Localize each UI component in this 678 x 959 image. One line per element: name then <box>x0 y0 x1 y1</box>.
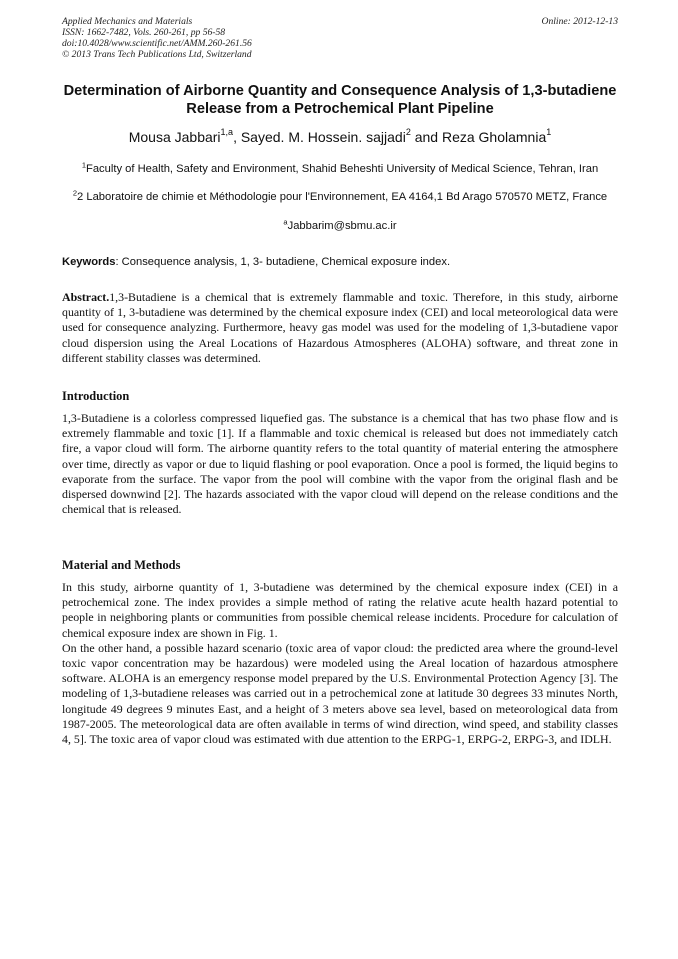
affiliation <box>62 190 618 204</box>
issn-line: ISSN: 1662-7482, Vols. 260-261, pp 56-58 <box>62 27 226 38</box>
keywords-colon: : <box>115 256 119 268</box>
doi-line: doi:10.4028/www.scientific.net/AMM.260-261.56 <box>62 38 252 49</box>
journal-name: Applied Mechanics and Materials <box>62 16 193 27</box>
keywords-label: Keywords <box>62 256 116 268</box>
introduction-section <box>62 411 618 517</box>
affiliation-text: 2 Laboratoire de chimie et Méthodologie pour l'Environnement, EA 4164,1 Bd Arago 570570 METZ, France <box>77 191 608 203</box>
email-mark: a <box>283 217 288 227</box>
author-separator: , <box>233 129 241 145</box>
corresponding-email <box>62 219 618 233</box>
abstract-label: Abstract. <box>62 290 110 304</box>
author-separator: and <box>410 129 442 145</box>
methods-paragraph: On the other hand, a possible hazard scenario (toxic area of vapor cloud: the predicted area where the ground-level toxic vapor concentration may be hazardous) were modeled using the Areal location of hazardous atmosphere software. ALOHA is an emergency response model prepared by the U.S. Environmental Protection Agency [3]. The modeling of 1,3-butadiene releases was carried out in a petrochemical zone at latitude 30 degrees 33 minutes North, longitude 49 degrees 9 minutes East, and a height of 3 meters above sea level, based on meteorological data from 1987-2005. The meteorological data are often available in terms of wind direction, wind speed, and stability classes 4, 5]. The toxic area of vapor cloud was estimated with due attention to the ERPG-1, ERPG-2, ERPG-3, and IDLH. <box>62 640 618 747</box>
keywords-line <box>62 255 618 269</box>
affiliation-text: Faculty of Health, Safety and Environment, Shahid Beheshti University of Medical Science, Tehran, Iran <box>85 163 599 175</box>
email-address[interactable]: Jabbarim@sbmu.ac.ir <box>287 220 397 232</box>
author-name: Mousa Jabbari <box>128 129 221 145</box>
author-affiliation-mark: 2 <box>405 127 411 138</box>
keywords-text: Consequence analysis, 1, 3- butadiene, Chemical exposure index. <box>118 256 451 268</box>
affiliation <box>62 162 618 176</box>
author-name: Sayed. M. Hossein. sajjadi <box>240 129 406 145</box>
author-list <box>62 128 618 146</box>
publication-header <box>62 16 618 60</box>
affiliation-number: 1 <box>81 160 86 170</box>
journal-info <box>62 16 618 60</box>
copyright-line: © 2013 Trans Tech Publications Ltd, Switzerland <box>62 49 252 60</box>
abstract-text: 1,3-Butadiene is a chemical that is extremely flammable and toxic. Therefore, in this study, airborne quantity of 1, 3-butadiene was determined by the chemical exposure index (CEI) and local meteorological data were used for consequence analyzing. Furthermore, heavy gas model was used for the modeling of 1,3-butadiene vapor cloud dispersion using the Areal Locations of Hazardous Atmospheres (ALOHA) software, and threat zone in different stability classes was determined. <box>62 290 618 365</box>
introduction-paragraph: 1,3-Butadiene is a colorless compressed liquefied gas. The substance is a chemical that has two phase flow and is extremely flammable and toxic [1]. If a flammable and toxic chemical is released but does not immediately catch fire, a vapor cloud will form. The airborne quantity refers to the total quantity of material entering the atmosphere over time, directly as vapor or due to liquid flashing or pool evaporation. Once a pool is formed, the liquid begins to evaporate from the surface. The vapor from the pool will combine with the vapor from the original flash and be dispersed downwind [2]. The hazards associated with the vapor cloud will depend on the release conditions and the chemical that is released. <box>62 411 618 517</box>
online-date: Online: 2012-12-13 <box>541 16 618 27</box>
abstract-paragraph <box>62 290 618 366</box>
author-name: Reza Gholamnia <box>441 129 547 145</box>
abstract <box>62 290 618 366</box>
author-affiliation-mark: 1,a <box>220 127 234 138</box>
author-affiliation-mark: 1 <box>546 127 552 138</box>
methods-section <box>62 580 618 747</box>
section-heading-introduction: Introduction <box>62 389 130 403</box>
section-heading-methods: Material and Methods <box>62 558 181 572</box>
paper-title: Determination of Airborne Quantity and Consequence Analysis of 1,3-butadiene Release from a Petrochemical Plant Pipeline <box>63 83 617 117</box>
methods-paragraph: In this study, airborne quantity of 1, 3-butadiene was determined by the chemical exposure index (CEI) in a petrochemical zone. The index provides a simple method of rating the relative acute health hazard potential to people in neighboring plants or communities from possible chemical release incidents. Procedure for calculation of chemical exposure index are shown in Fig. 1. <box>62 580 618 640</box>
affiliation-number: 2 <box>72 188 78 198</box>
